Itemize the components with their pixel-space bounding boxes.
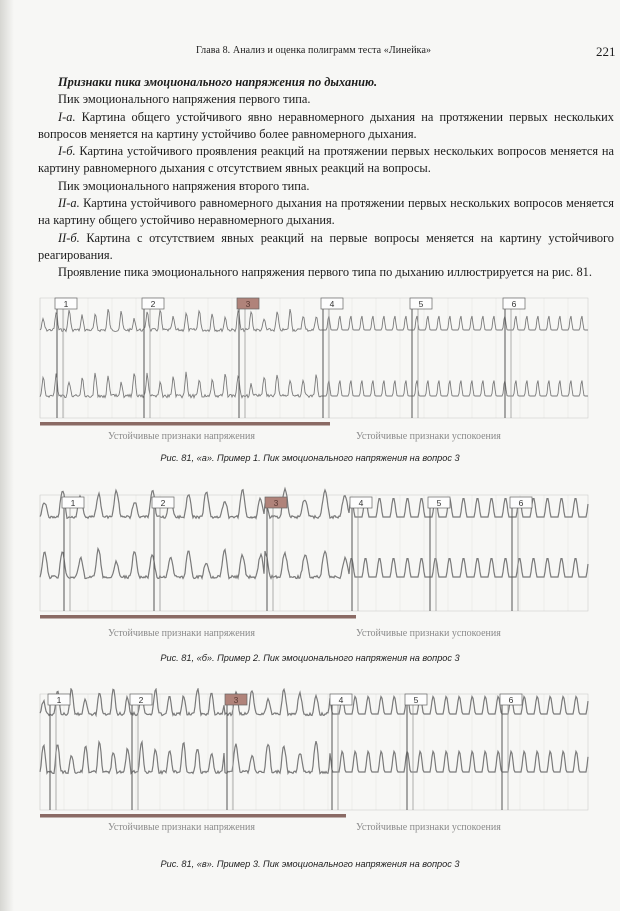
item-text: Картина устойчивого проявления реакций на протяжении первых нескольких вопросов меняется на картину равномерного дыхания с отсутствием явных реакций на вопросы. [38,144,614,176]
paragraph: Пик эмоционального напряжения первого типа. [58,92,311,107]
item-text: Картина общего устойчивого явно неравномерного дыхания на протяжении первых нескольких вопросов меняется на картину устойчиво более равномерного дыхания. [38,109,614,141]
question-marker-number: 6 [518,498,524,508]
tension-period-bar [40,814,346,818]
figure-81a [0,290,620,465]
breathing-trace [40,549,588,579]
figure-81b [0,485,620,665]
page-number: 221 [596,44,616,59]
question-marker-number: 4 [338,695,344,705]
tension-label: Устойчивые признаки напряжения [108,628,255,639]
figure-caption: Рис. 81, «а». Пример 1. Пик эмоционального напряжения на вопрос 3 [160,453,460,463]
question-marker-number: 2 [150,299,156,309]
page-header [0,44,620,60]
item-label: I-а. [58,109,76,124]
question-marker-number: 3 [273,498,279,508]
question-marker-number: 6 [511,299,517,309]
question-marker-number: 5 [413,695,419,705]
tension-period-bar [40,615,356,619]
paragraph [38,143,614,178]
question-marker-number: 2 [138,695,144,705]
item-label: I-б. [58,144,76,159]
question-marker-number: 5 [436,498,442,508]
polygram-chart [0,290,620,440]
paragraph: Проявление пика эмоционального напряжения первого типа по дыханию иллюстрируется на рис. 81. [58,265,592,280]
polygram-chart [0,688,620,838]
item-text: Картина устойчивого равномерного дыхания на протяжении первых нескольких вопросов меняется на картину общего устойчиво неравномерного дыхания. [38,196,614,228]
tension-period-bar [40,422,330,426]
question-marker-number: 5 [418,299,424,309]
paragraph [38,109,614,144]
breathing-trace [40,741,588,773]
question-marker-number: 1 [56,695,62,705]
breathing-trace [40,309,588,331]
body-text [38,74,614,282]
item-text: Картина с отсутствием явных реакций на первые вопросы меняется на картину устойчивого реагирования. [38,230,614,262]
breathing-trace [40,489,588,519]
calm-label: Устойчивые признаки успокоения [356,628,501,639]
tension-label: Устойчивые признаки напряжения [108,431,255,442]
question-marker-number: 2 [160,498,166,508]
question-marker-number: 1 [63,299,69,309]
question-marker-number: 3 [233,695,239,705]
paragraph: Пик эмоционального напряжения второго типа. [58,178,310,193]
item-label: II-а. [58,196,80,211]
question-marker-number: 6 [508,695,514,705]
paragraph [38,195,614,230]
running-title: Глава 8. Анализ и оценка полиграмм теста «Линейка» [196,45,432,56]
item-label: II-б. [58,230,80,245]
tension-label: Устойчивые признаки напряжения [108,822,255,833]
figure-81c [0,688,620,873]
section-heading: Признаки пика эмоционального напряжения по дыханию. [58,75,378,89]
question-marker-number: 4 [329,299,335,309]
chart-frame [40,495,588,611]
question-marker-number: 4 [358,498,364,508]
paragraph [38,230,614,265]
polygram-chart [0,485,620,635]
calm-label: Устойчивые признаки успокоения [356,431,501,442]
figure-caption: Рис. 81, «в». Пример 3. Пик эмоционального напряжения на вопрос 3 [160,859,460,869]
question-marker-number: 1 [70,498,76,508]
question-marker-number: 3 [245,299,251,309]
figure-caption: Рис. 81, «б». Пример 2. Пик эмоционального напряжения на вопрос 3 [160,653,460,663]
calm-label: Устойчивые признаки успокоения [356,822,501,833]
breathing-trace [40,372,588,398]
